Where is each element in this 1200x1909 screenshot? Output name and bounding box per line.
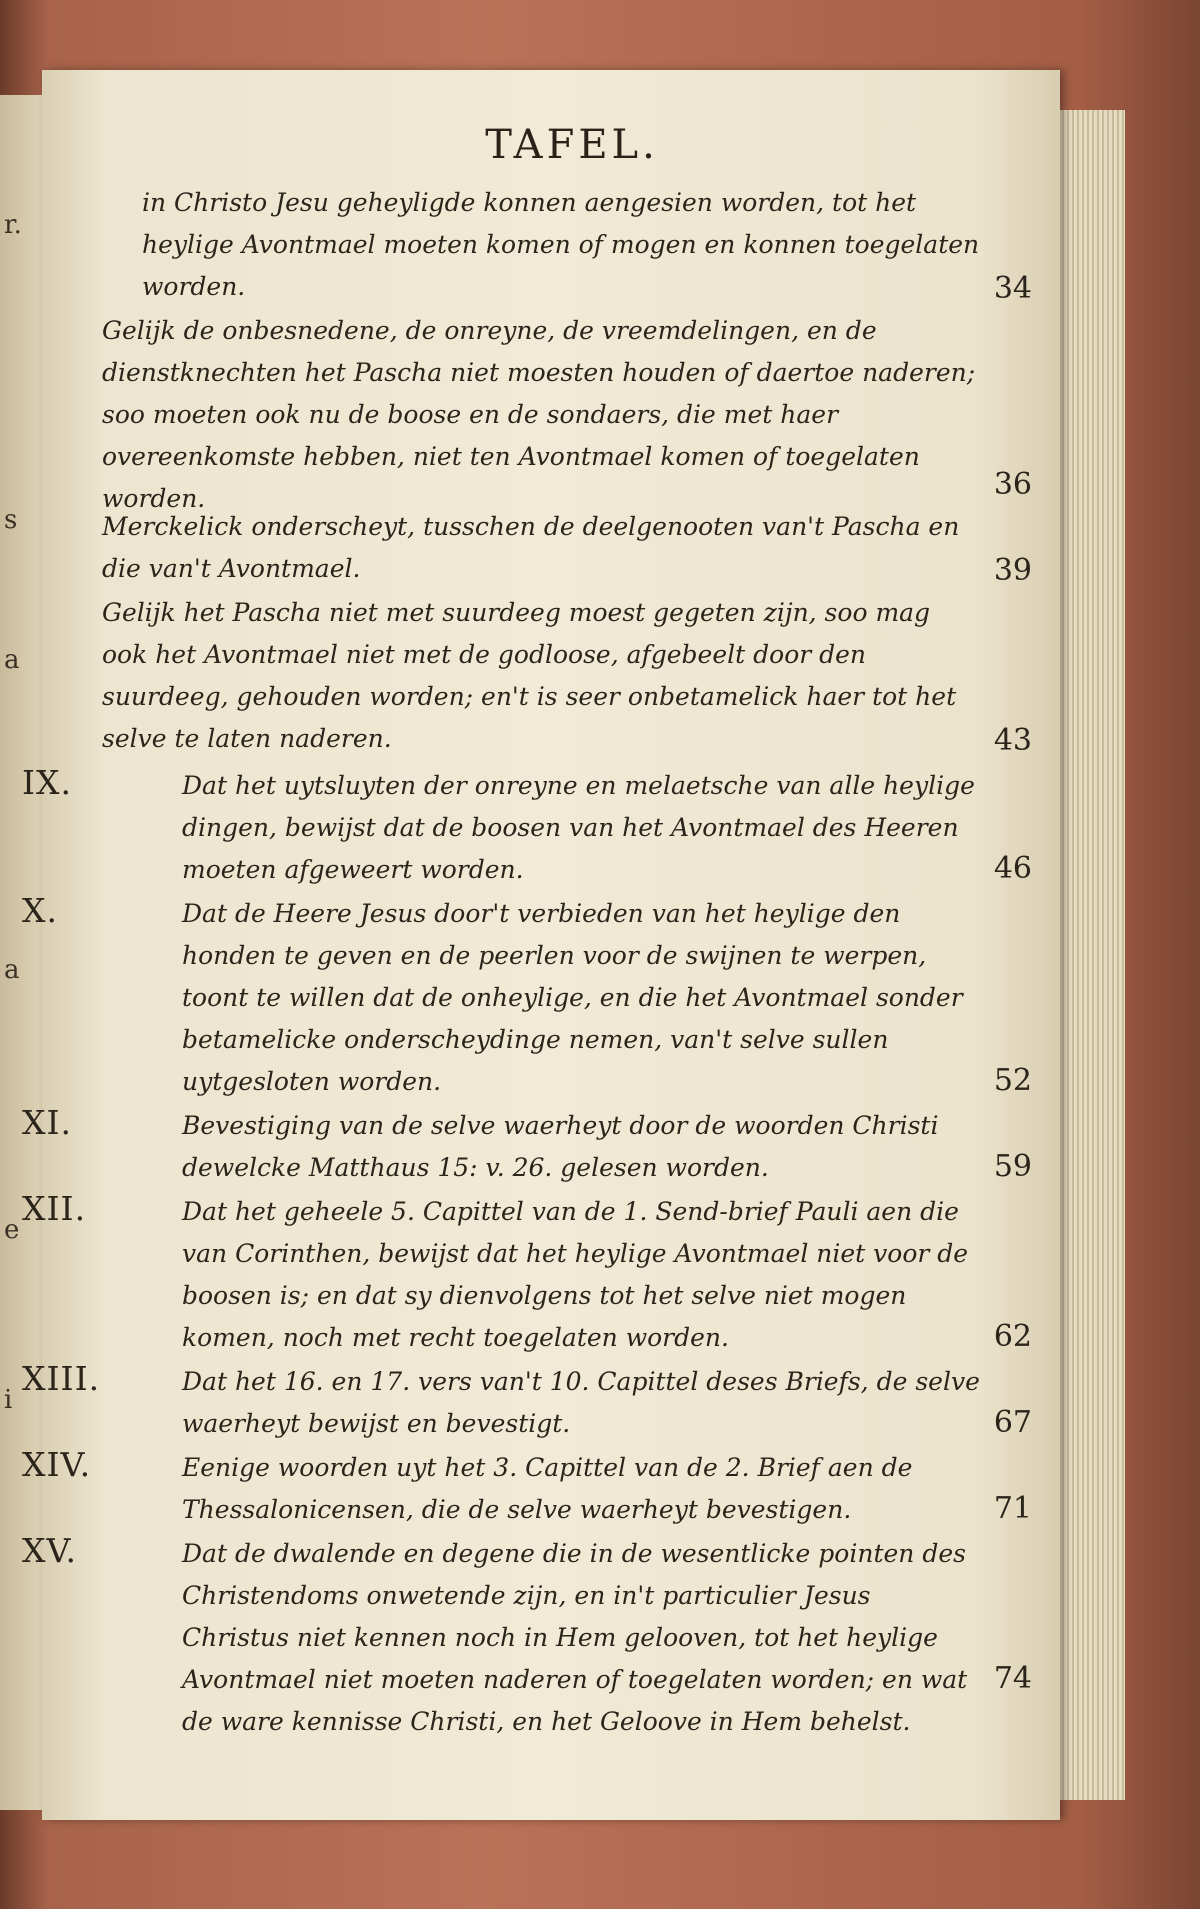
toc-entry-page: 52 [993,1063,1032,1098]
toc-entry-page: 39 [993,553,1032,588]
toc-entry-text [22,1444,982,1531]
toc-entry [22,1530,1042,1736]
table-of-contents [22,182,1042,1736]
toc-entry-description: Bevestiging van de selve waerheyt door de woorden Christi dewelcke Matthaus 15: v. 26. gelesen worden. [182,1111,939,1182]
toc-entry-page: 46 [993,851,1032,886]
toc-entry-description: Dat de dwalende en degene die in de wesentlicke pointen des Christendoms onwetende zijn, en in't particulier Jesus Christus niet kennen noch in Hem gelooven, tot het heylige Avontmael niet moeten naderen of toegelaten worden; en wat de ware kennisse Christi, en het Geloove in Hem behelst. [182,1539,968,1736]
toc-entry [102,592,1042,762]
toc-entry-text [22,1188,982,1359]
toc-entry [22,1444,1042,1530]
toc-entry-description: Dat het uytsluyten der onreyne en melaetsche van alle heylige dingen, bewijst dat de boosen van het Avontmael des Heeren moeten afgeweert worden. [182,771,975,884]
toc-entry-text: Gelijk het Pascha niet met suurdeeg moest gegeten zijn, soo mag ook het Avontmael niet met de godloose, afgebeelt door den suurdeeg, gehouden worden; en't is seer onbetamelick haer tot het selve te laten naderen. [102,598,957,753]
toc-entry [22,1188,1042,1358]
toc-entry [22,762,1042,890]
toc-entry-page: 43 [993,723,1032,758]
toc-entry-number: XIII. [22,1359,101,1398]
toc-entry [22,1358,1042,1444]
toc-entry-text [22,1530,982,1743]
toc-entry-text: in Christo Jesu geheyligde konnen aengesien worden, tot het heylige Avontmael moeten komen of mogen en konnen toegelaten worden. [142,188,980,301]
toc-entry-number: XII. [22,1189,87,1228]
toc-entry-number: X. [22,891,58,930]
toc-entry-page: 62 [993,1319,1032,1354]
toc-entry-text: Merckelick onderscheyt, tusschen de deelgenooten van't Pascha en die van't Avontmael. [102,512,960,583]
toc-entry-number: XI. [22,1103,73,1142]
toc-entry-page: 74 [993,1661,1032,1696]
toc-entry-description: Dat het geheele 5. Capittel van de 1. Send-brief Pauli aen die van Corinthen, bewijst dat het heylige Avontmael niet voor de boosen is; en dat sy dienvolgens tot het selve niet mogen komen, noch met recht toegelaten worden. [182,1197,969,1352]
toc-entry-number: XV. [22,1531,78,1570]
toc-entry-number: XIV. [22,1445,92,1484]
toc-entry-text [22,890,982,1103]
toc-entry-text [22,1102,982,1189]
toc-entry-description: Eenige woorden uyt het 3. Capittel van de 2. Brief aen de Thessalonicensen, die de selve waerheyt bevestigen. [182,1453,913,1524]
toc-entry-text [22,762,982,891]
toc-entry-page: 67 [993,1405,1032,1440]
toc-entry [22,890,1042,1102]
toc-entry-text: Gelijk de onbesnedene, de onreyne, de vreemdelingen, en de dienstknechten het Pascha niet moesten houden of daertoe naderen; soo moeten ook nu de boose en de sondaers, die met haer overeenkomste hebben, niet ten Avontmael komen of toegelaten worden. [102,316,976,513]
toc-entry-text [22,1358,982,1445]
toc-entry-page: 36 [993,467,1032,502]
toc-entry-number: IX. [22,763,73,802]
toc-entry-description: Dat het 16. en 17. vers van't 10. Capittel deses Briefs, de selve waerheyt bewijst en bevestigt. [182,1367,980,1438]
toc-entry-description: Dat de Heere Jesus door't verbieden van het heylige den honden te geven en de peerlen voor de swijnen te werpen, toont te willen dat de onheylige, en die het Avontmael sonder betamelicke onderscheydinge nemen, van't selve sullen uytgesloten worden. [182,899,963,1096]
toc-entry-page: 71 [993,1491,1032,1526]
toc-entry [22,1102,1042,1188]
previous-page-glyphs: r. s a a e i [4,210,22,1415]
toc-entry [102,310,1042,513]
toc-entry-page: 59 [993,1149,1032,1184]
page-title: TAFEL. [485,122,659,168]
toc-entry-page: 34 [993,271,1032,306]
toc-entry [102,506,1042,592]
toc-entry [102,182,1042,310]
book-page [22,70,1060,1820]
